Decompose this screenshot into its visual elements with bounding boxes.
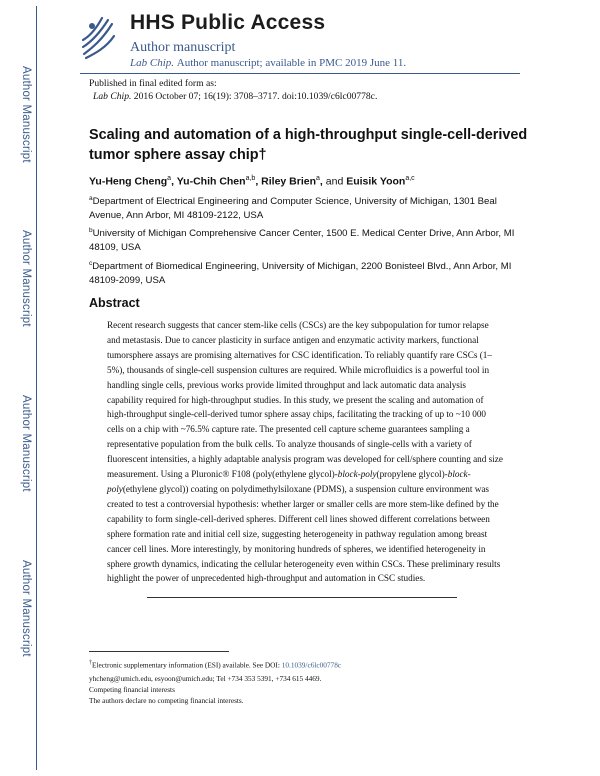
abstract-end-rule: [147, 597, 457, 598]
competing-interests-heading: Competing financial interests: [89, 685, 175, 695]
footnotes: [89, 658, 529, 706]
header-availability-line: [130, 57, 406, 69]
author-name: Yu-Chih Chen: [176, 175, 246, 188]
affiliation-text: University of Michigan Comprehensive Cancer Center, 1500 E. Medical Center Drive, Ann Arbor, MI 48109, USA: [89, 228, 515, 254]
author-affiliation-sup: a: [316, 175, 320, 182]
abstract-heading: Abstract: [89, 296, 140, 310]
affiliation-text: Department of Biomedical Engineering, University of Michigan, 2200 Bonisteel Blvd., Ann Arbor, MI 48109-2099, USA: [89, 261, 512, 287]
publication-citation-line: [89, 90, 377, 103]
header-title: HHS Public Access: [130, 11, 326, 34]
contact-footnote: yhcheng@umich.edu, esyoon@umich.edu; Tel +734 353 5391, +734 615 4469.: [89, 674, 322, 684]
hhs-eagle-logo-icon: [80, 14, 116, 60]
affiliation-a: [89, 192, 529, 223]
paper-title: Scaling and automation of a high-throughput single-cell-derived tumor sphere assay chip†: [89, 127, 528, 163]
authors-conjunction: and: [325, 175, 344, 188]
esi-doi-link[interactable]: 10.1039/c6lc00778c: [281, 660, 342, 670]
side-label-author-manuscript-4: Author Manuscript: [20, 560, 32, 657]
author-affiliation-sup: a,b: [245, 175, 256, 182]
abstract-italic-2: block-poly: [107, 469, 471, 494]
author-affiliation-sup: a,c: [405, 175, 415, 182]
header-rule: [80, 73, 520, 74]
publication-citation: 2016 October 07; 16(19): 3708–3717. doi:10.1039/c6lc00778c.: [133, 91, 378, 102]
affiliation-b: [89, 224, 529, 255]
header-subtitle: Author manuscript: [130, 40, 236, 55]
header-journal: Lab Chip.: [130, 57, 175, 69]
abstract-text-3: (ethylene glycol)) coating on polydimethylsiloxane (PDMS), a suspension culture environment was created to test a controversial hypothesis: whether larger or smaller cells are more stem-like defined by the capability to form single-cell-derived spheres. Different cell lines showed different correlations between sphere formation rate and initial cell size, suggesting heterogeneity in pathway regulation among breast cancer cell lines. More interestingly, by monitoring hundreds of spheres, we identified heterogeneity in sphere growth dynamics, indicating the cellular heterogeneity even within CSCs. These preliminary results highlight the power of unprecedented high-throughput and automation in CSC studies.: [107, 483, 501, 584]
abstract-text-2: (propylene glycol)-: [376, 469, 448, 480]
author-name: Euisik Yoon: [346, 175, 406, 188]
margin-rule: [36, 6, 37, 770]
esi-footnote: [89, 658, 529, 670]
author-name: Yu-Heng Cheng: [89, 175, 168, 188]
publication-label: Published in final edited form as:: [89, 78, 217, 89]
affiliation-sup: b: [89, 227, 93, 234]
esi-mark: †: [89, 660, 93, 666]
affiliation-sup: c: [89, 260, 93, 267]
header-availability: Author manuscript; available in PMC 2019 June 11.: [176, 57, 407, 69]
affiliation-text: Department of Electrical Engineering and Computer Science, University of Michigan, 1301 Beal Avenue, Ann Arbor, MI 48109-2122, USA: [89, 196, 497, 222]
side-label-author-manuscript-3: Author Manuscript: [20, 395, 32, 492]
affiliation-c: [89, 257, 529, 288]
esi-text: Electronic supplementary information (ESI) available. See DOI:: [92, 660, 280, 670]
side-label-author-manuscript-2: Author Manuscript: [20, 230, 32, 327]
affiliation-sup: a: [89, 195, 93, 202]
abstract-body: [107, 318, 503, 586]
author-name: Riley Brien: [261, 175, 317, 188]
abstract-text-1: Recent research suggests that cancer stem-like cells (CSCs) are the key subpopulation for tumor relapse and metastasis. Due to cancer plasticity in surface antigen and enzymatic activity markers, functional tumorsphere assays are promising alternatives for CSC identification. To reliably quantify rare CSCs (1–5%), thousands of single-cell suspension cultures are required. While microfluidics is a powerful tool in handling single cells, previous works provide limited throughput and lack automatic data analysis capability required for high-throughput studies. In this study, we present the scaling and automation of high-throughput single-cell-derived tumor sphere assay chips, facilitating the tracking of up to ~10 000 cells on a chip with ~76.5% capture rate. The presented cell capture scheme guarantees sampling a representative population from the bulk cells. To analyze thousands of single-cells with a variety of fluorescent intensities, a highly adaptable analysis program was developed for cell/sphere counting and size measurement. Using a Pluronic® F108 (poly(ethylene glycol)-: [107, 320, 503, 480]
author-list: Yu-Heng Cheng$^a$, Yu-Chih Chen$^{a,b}$, Riley Brien$^a$, and Euisik Yoon$^{a,c}$: [89, 175, 415, 188]
publication-journal: Lab Chip.: [93, 91, 132, 102]
abstract-italic-1: block-poly: [337, 469, 377, 480]
publication-info: [89, 77, 377, 103]
footnote-rule: [89, 651, 229, 652]
competing-interests-text: The authors declare no competing financial interests.: [89, 696, 244, 706]
side-label-author-manuscript-1: Author Manuscript: [20, 66, 32, 163]
author-affiliation-sup: a: [167, 175, 172, 182]
